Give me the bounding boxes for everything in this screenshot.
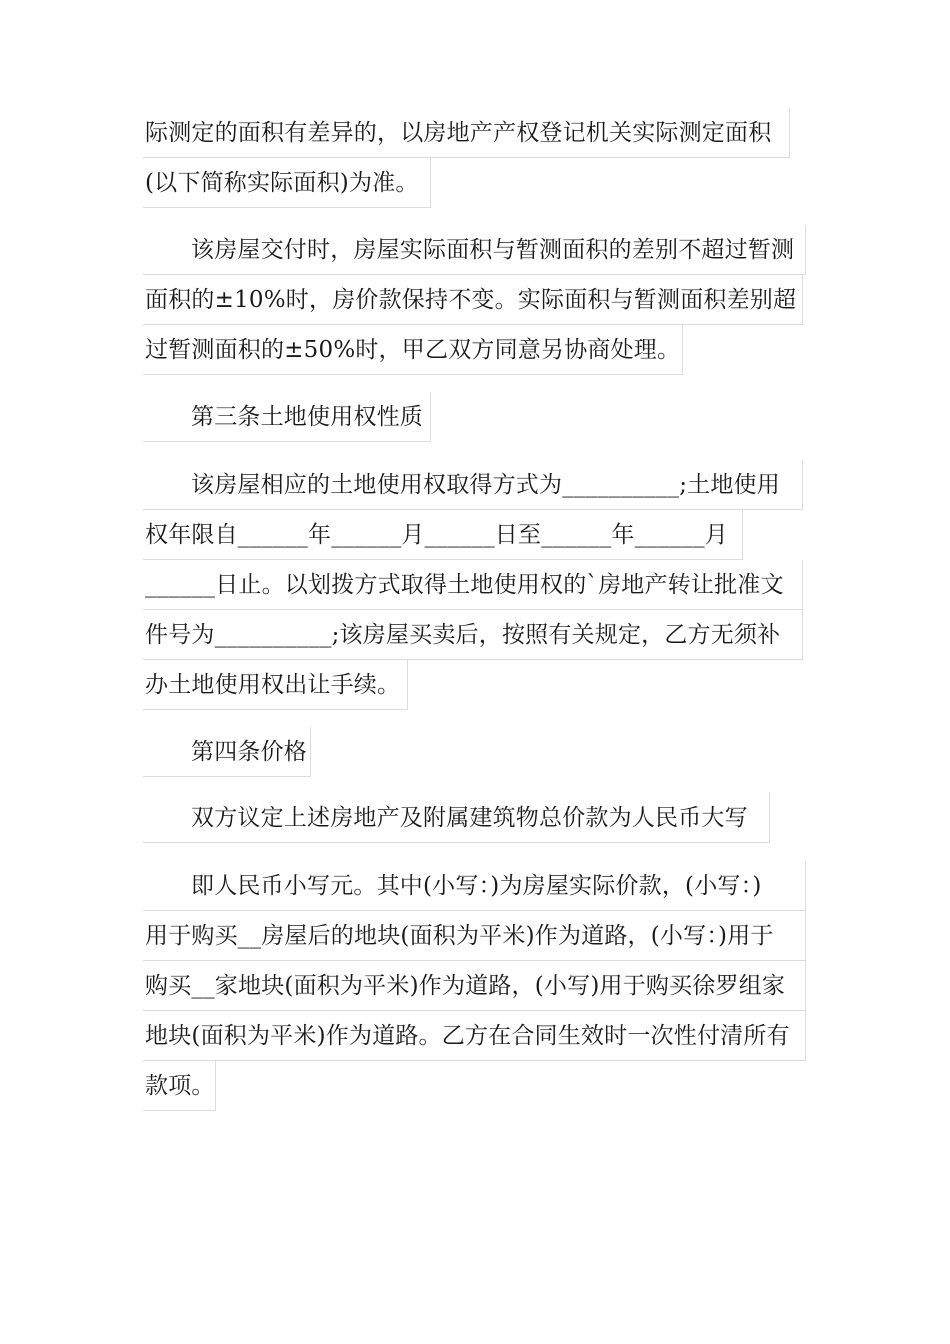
text-line: (以下简称实际面积)为准。 <box>143 158 431 208</box>
section-heading-4: 第四条价格 <box>143 727 311 777</box>
text-line: 件号为__________;该房屋买卖后，按照有关规定，乙方无须补 <box>143 610 803 660</box>
text-line: 双方议定上述房地产及附属建筑物总价款为人民币大写 <box>143 793 770 843</box>
text-line: 用于购买__房屋后的地块(面积为平米)作为道路，(小写：)用于 <box>143 911 806 961</box>
text-line: 面积的±10%时，房价款保持不变。实际面积与暂测面积差别超 <box>143 275 803 325</box>
text-line: 该房屋交付时，房屋实际面积与暂测面积的差别不超过暂测 <box>143 225 806 275</box>
text-line: 款项。 <box>143 1061 216 1111</box>
text-line: 际测定的面积有差异的，以房地产产权登记机关实际测定面积 <box>143 108 790 158</box>
section-heading-3: 第三条土地使用权性质 <box>143 392 431 442</box>
text-line: 权年限自______年______月______日至______年______月 <box>143 510 743 560</box>
text-line: 过暂测面积的±50%时，甲乙双方同意另协商处理。 <box>143 325 683 375</box>
text-line: 该房屋相应的土地使用权取得方式为__________;土地使用 <box>143 460 803 510</box>
text-line: 即人民币小写元。其中(小写：)为房屋实际价款，(小写：) <box>143 861 806 911</box>
text-line: 购买__家地块(面积为平米)作为道路，(小写)用于购买徐罗组家 <box>143 961 806 1011</box>
text-line: ______日止。以划拨方式取得土地使用权的`房地产转让批准文 <box>143 560 803 610</box>
text-line: 地块(面积为平米)作为道路。乙方在合同生效时一次性付清所有 <box>143 1011 806 1061</box>
text-line: 办土地使用权出让手续。 <box>143 660 408 710</box>
